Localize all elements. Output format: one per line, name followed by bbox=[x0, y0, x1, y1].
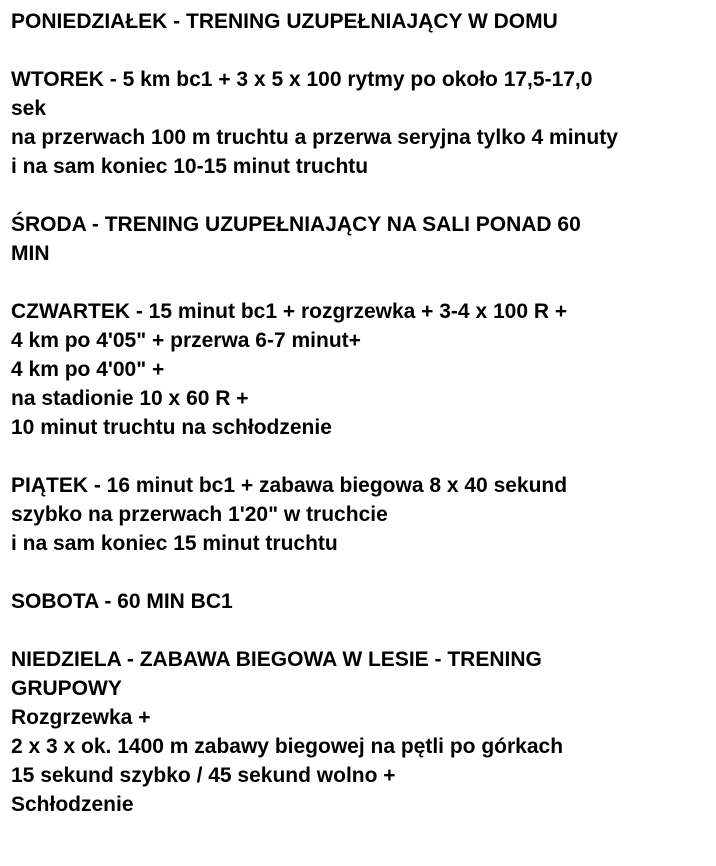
text-line: na stadionie 10 x 60 R + bbox=[11, 387, 249, 410]
text-line: WTOREK - 5 km bc1 + 3 x 5 x 100 rytmy po około 17,5-17,0 bbox=[11, 68, 593, 91]
day-block-saturday bbox=[11, 587, 711, 616]
day-block-wednesday bbox=[11, 210, 711, 268]
text-line: MIN bbox=[11, 242, 50, 265]
text-line: ŚRODA - TRENING UZUPEŁNIAJĄCY NA SALI PONAD 60 bbox=[11, 213, 581, 236]
text-line: na przerwach 100 m truchtu a przerwa seryjna tylko 4 minuty bbox=[11, 126, 618, 149]
text-line: 10 minut truchtu na schłodzenie bbox=[11, 416, 332, 439]
day-block-friday bbox=[11, 471, 711, 558]
text-line: Schłodzenie bbox=[11, 793, 134, 816]
text-line: sek bbox=[11, 97, 47, 120]
text-line: CZWARTEK - 15 minut bc1 + rozgrzewka + 3-4 x 100 R + bbox=[11, 300, 568, 323]
text-line: SOBOTA - 60 MIN BC1 bbox=[11, 590, 233, 613]
day-block-tuesday bbox=[11, 65, 711, 181]
text-line: szybko na przerwach 1'20" w truchcie bbox=[11, 503, 388, 526]
text-line: PIĄTEK - 16 minut bc1 + zabawa biegowa 8 x 40 sekund bbox=[11, 474, 568, 497]
text-line: PONIEDZIAŁEK - TRENING UZUPEŁNIAJĄCY W DOMU bbox=[11, 10, 558, 33]
text-line: Rozgrzewka + bbox=[11, 706, 151, 729]
day-block-monday bbox=[11, 7, 711, 36]
text-line: 4 km po 4'00" + bbox=[11, 358, 165, 381]
text-line: 15 sekund szybko / 45 sekund wolno + bbox=[11, 764, 396, 787]
day-block-sunday bbox=[11, 645, 711, 819]
text-line: GRUPOWY bbox=[11, 677, 122, 700]
text-line: i na sam koniec 10-15 minut truchtu bbox=[11, 155, 369, 178]
text-line: i na sam koniec 15 minut truchtu bbox=[11, 532, 338, 555]
text-line: NIEDZIELA - ZABAWA BIEGOWA W LESIE - TRENING bbox=[11, 648, 542, 671]
day-block-thursday bbox=[11, 297, 711, 442]
text-line: 2 x 3 x ok. 1400 m zabawy biegowej na pętli po górkach bbox=[11, 735, 564, 758]
text-line: 4 km po 4'05" + przerwa 6-7 minut+ bbox=[11, 329, 361, 352]
training-plan-document bbox=[11, 7, 711, 819]
